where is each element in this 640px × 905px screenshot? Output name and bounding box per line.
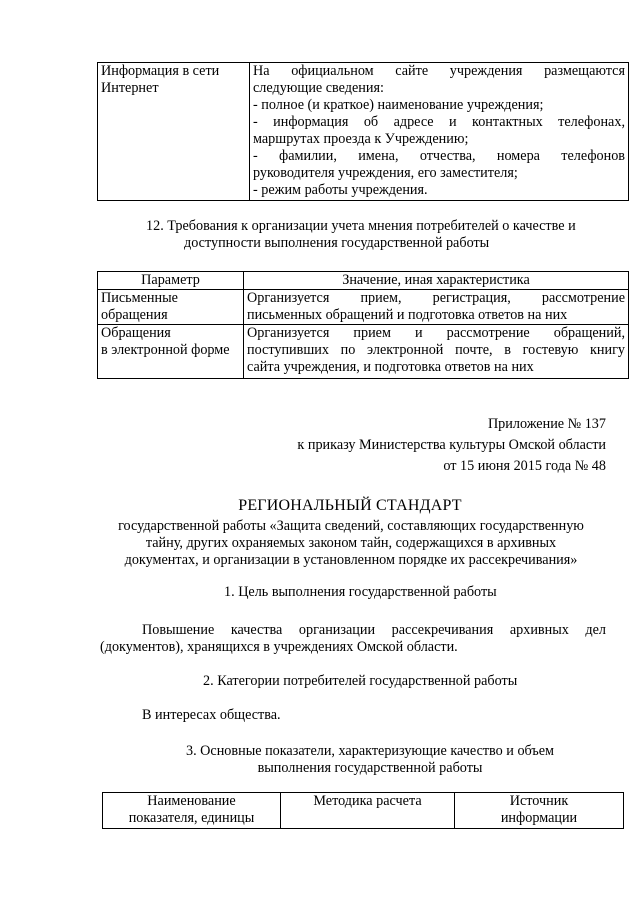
- header-line: показателя, единицы: [128, 810, 255, 826]
- section-3-line-1: 3. Основные показатели, характеризующие качество и объем: [185, 743, 555, 759]
- value-line: Организуется прием и рассмотрение обращений,: [247, 325, 625, 341]
- value-line: Организуется прием, регистрация, рассмотрение: [247, 290, 625, 306]
- info-value-line: маршрутах проезда к Учреждению;: [253, 131, 469, 147]
- header-line: информации: [500, 810, 578, 826]
- info-value-line: руководителя учреждения, его заместителя;: [253, 165, 518, 181]
- page-title: РЕГИОНАЛЬНЫЙ СТАНДАРТ: [238, 497, 462, 514]
- appendix-number: Приложение № 137: [487, 416, 606, 432]
- table-header-row: [98, 272, 629, 290]
- info-value-line: - режим работы учреждения.: [253, 182, 428, 198]
- section-1-heading: 1. Цель выполнения государственной работы: [224, 584, 497, 600]
- column-header-method: [281, 793, 455, 829]
- info-value-line: - полное (и краткое) наименование учреждения;: [253, 97, 544, 113]
- section-1-text: [100, 622, 606, 656]
- table-row: [98, 290, 629, 325]
- column-header-value: Значение, иная характеристика: [244, 272, 629, 290]
- param-line: обращения: [101, 307, 168, 323]
- section-2-heading: 2. Категории потребителей государственной работы: [203, 673, 518, 689]
- table-row: [98, 63, 629, 201]
- column-header-indicator: [103, 793, 281, 829]
- param-cell: [98, 325, 244, 379]
- value-cell: [244, 325, 629, 379]
- value-line: письменных обращений и подготовка ответов на них: [247, 307, 568, 323]
- feedback-table: [97, 271, 629, 379]
- table-header-row: [103, 793, 624, 829]
- standard-subtitle: [92, 518, 610, 569]
- appendix-block: [260, 416, 606, 475]
- info-label-line: Интернет: [101, 80, 159, 96]
- value-line: поступивших по электронной почте, в гостевую книгу: [247, 342, 625, 358]
- info-label-line: Информация в сети: [101, 63, 220, 79]
- subtitle-line: тайну, других охраняемых законом тайн, содержащихся в архивных: [145, 535, 557, 551]
- subtitle-line: государственной работы «Защита сведений, составляющих государственную: [118, 518, 584, 534]
- param-line: в электронной форме: [101, 342, 230, 358]
- section-3-line-2: выполнения государственной работы: [257, 760, 483, 776]
- section-1-text-line: (документов), хранящихся в учреждениях Омской области.: [100, 639, 458, 655]
- appendix-order: к приказу Министерства культуры Омской области: [297, 437, 606, 453]
- value-cell: [244, 290, 629, 325]
- section-12-heading: [146, 218, 616, 252]
- info-value-line: На официальном сайте учреждения размещаются: [253, 63, 625, 79]
- param-line: Письменные: [101, 290, 178, 306]
- appendix-date: от 15 июня 2015 года № 48: [443, 458, 606, 474]
- info-value-cell: [250, 63, 629, 201]
- indicators-table: [102, 792, 624, 829]
- column-header-parameter: Параметр: [98, 272, 244, 290]
- info-value-line: следующие сведения:: [253, 80, 384, 96]
- value-line: сайта учреждения, и подготовка ответов на них: [247, 359, 534, 375]
- info-label-cell: [98, 63, 250, 201]
- info-value-line: - информация об адресе и контактных телефонах,: [253, 114, 625, 130]
- section-2-text: В интересах общества.: [142, 707, 281, 723]
- section-3-heading: [160, 743, 580, 777]
- header-line: Наименование: [147, 793, 236, 809]
- section-1-text-line: Повышение качества организации рассекречивания архивных дел: [142, 622, 606, 638]
- section-12-line-1: 12. Требования к организации учета мнения потребителей о качестве и: [146, 218, 576, 234]
- column-header-source: [455, 793, 624, 829]
- info-value-line: - фамилии, имена, отчества, номера телефонов: [253, 148, 625, 164]
- header-line: Методика расчета: [313, 793, 422, 809]
- subtitle-line: документах, и организации в установленном порядке их рассекречивания»: [124, 552, 578, 568]
- param-line: Обращения: [101, 325, 171, 341]
- param-cell: [98, 290, 244, 325]
- header-line: Источник: [509, 793, 569, 809]
- table-row: [98, 325, 629, 379]
- section-12-line-2: доступности выполнения государственной работы: [184, 235, 490, 251]
- info-table: [97, 62, 629, 201]
